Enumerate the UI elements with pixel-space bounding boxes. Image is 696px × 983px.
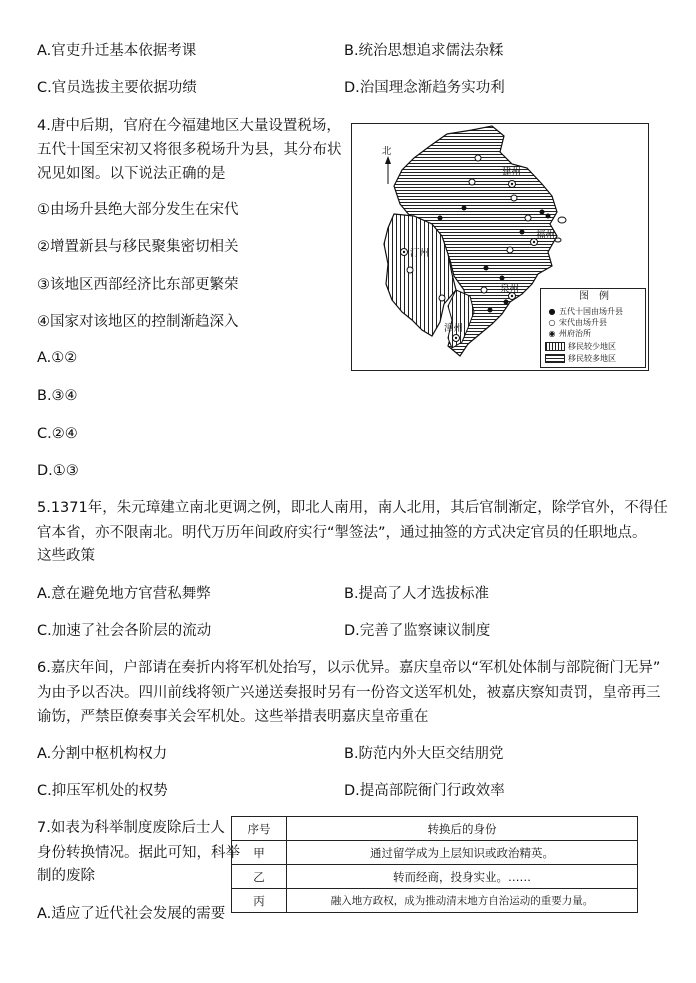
map-legend — [540, 288, 646, 368]
q7-stem-line-1: 7.如表为科举制度废除后士人 — [37, 820, 225, 836]
q4-stem-line-2: 五代十国至宋初又将很多税场升为县，其分布状 — [37, 142, 342, 158]
table-cell: 甲 — [232, 841, 287, 865]
q7-option-a: A.适应了近代社会发展的需要 — [37, 906, 226, 922]
q5-stem-line-3: 这些政策 — [37, 548, 95, 564]
table-row — [232, 841, 638, 865]
q5-option-c: C.加速了社会各阶层的流动 — [37, 623, 212, 639]
legend-item-4: 移民较少地区 — [545, 342, 616, 352]
place-tingzhou: 汀州 — [410, 248, 430, 259]
legend-item-2: ○ 宋代由场升县 — [545, 318, 607, 328]
table-header-cell: 序号 — [232, 817, 287, 841]
q6-option-d: D.提高部院衙门行政效率 — [344, 783, 505, 799]
table-cell: 乙 — [232, 865, 287, 889]
q3-option-d: D.治国理念渐趋务实功利 — [344, 80, 505, 96]
filled-dot-icon: ● — [548, 307, 556, 316]
place-quanzhou: 泉州 — [500, 284, 520, 295]
q4-stem-line-1: 4.唐中后期，官府在今福建地区大量设置税场， — [37, 118, 341, 134]
table-header-cell: 转换后的身份 — [287, 817, 638, 841]
place-zhangzhou: 漳州 — [444, 323, 464, 334]
table-row — [232, 865, 638, 889]
table-cell: 通过留学成为上层知识或政治精英。 — [287, 841, 638, 865]
q7-stem-line-2: 身份转换情况。据此可知，科举 — [37, 845, 240, 861]
q5-option-b: B.提高了人才选拔标准 — [344, 586, 490, 602]
legend-title: 图 例 — [579, 291, 609, 302]
q5-option-a: A.意在避免地方官营私舞弊 — [37, 586, 211, 602]
table-cell: 转而经商，投身实业。…… — [287, 865, 638, 889]
q3-option-b: B.统治思想追求儒法杂糅 — [344, 43, 504, 59]
q5-option-d: D.完善了监察谏议制度 — [344, 623, 491, 639]
q4-statement-2: ②增置新县与移民聚集密切相关 — [37, 239, 239, 255]
q3-option-c: C.官员选拔主要依据功绩 — [37, 80, 197, 96]
q4-option-d: D.①③ — [37, 463, 79, 479]
q5-stem-line-1: 5.1371年，朱元璋建立南北更调之例，即北人南用，南人北用，其后官制渐定，除学官外，不得任 — [37, 500, 668, 516]
place-fuzhou: 福州 — [536, 230, 556, 241]
q4-option-c: C.②④ — [37, 426, 78, 442]
north-label: 北 — [382, 146, 392, 157]
q6-option-b: B.防范内外大臣交结朋党 — [344, 746, 504, 762]
table-cell: 融入地方政权，成为推动清末地方自治运动的重要力量。 — [287, 889, 638, 913]
fujian-map-figure — [351, 123, 649, 371]
q6-stem-line-2: 为由予以否决。四川前线将领广兴递送奏报时另有一份咨文送军机处，被嘉庆察知责罚，皇帝再三 — [37, 685, 661, 701]
q4-option-b: B.③④ — [37, 388, 78, 404]
prefecture-seat-icon: ◉ — [548, 329, 556, 338]
q4-statement-3: ③该地区西部经济比东部更繁荣 — [37, 277, 239, 293]
table-header-row — [232, 817, 638, 841]
q4-option-a: A.①② — [37, 350, 78, 366]
open-circle-icon: ○ — [548, 318, 556, 327]
q3-option-a: A.官吏升迁基本依据考课 — [37, 43, 197, 59]
q7-stem-line-3: 制的废除 — [37, 868, 95, 884]
table-cell: 丙 — [232, 889, 287, 913]
identity-table — [231, 816, 638, 913]
legend-item-3: ◉ 州府治所 — [545, 329, 591, 339]
vertical-stripe-swatch — [545, 342, 565, 351]
q6-stem-line-1: 6.嘉庆年间，户部请在奏折内将军机处抬写，以示优异。嘉庆皇帝以“军机处体制与部院衙门无异” — [37, 660, 661, 676]
place-jianzhou: 建州 — [502, 167, 522, 178]
horizontal-stripe-swatch — [545, 354, 565, 363]
q4-statement-4: ④国家对该地区的控制渐趋深入 — [37, 314, 239, 330]
q5-stem-line-2: 官本省，亦不限南北。明代万历年间政府实行“掣签法”，通过抽签的方式决定官员的任职地点。 — [37, 525, 647, 541]
q4-statement-1: ①由场升县绝大部分发生在宋代 — [37, 202, 239, 218]
q6-option-a: A.分割中枢机构权力 — [37, 746, 168, 762]
q6-stem-line-3: 谕饬，严禁臣僚奏事关会军机处。这些举措表明嘉庆皇帝重在 — [37, 709, 429, 725]
legend-item-5: 移民较多地区 — [545, 354, 616, 364]
q4-stem-line-3: 况见如图。以下说法正确的是 — [37, 166, 226, 182]
legend-item-1: ● 五代十国由场升县 — [545, 307, 623, 317]
table-row — [232, 889, 638, 913]
q6-option-c: C.抑压军机处的权势 — [37, 783, 168, 799]
